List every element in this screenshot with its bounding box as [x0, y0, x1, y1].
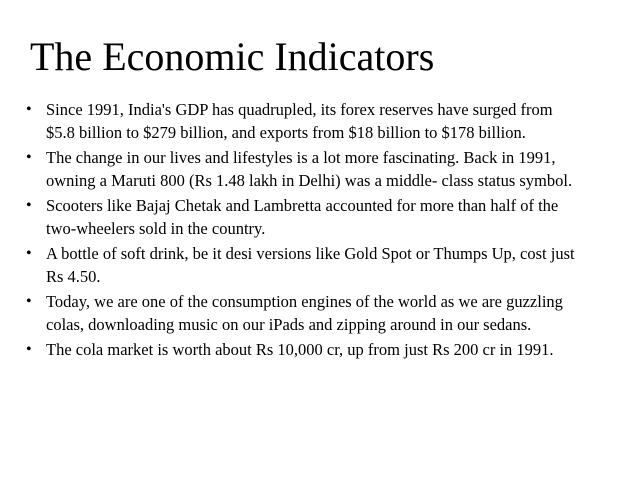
- bullet-text: Today, we are one of the consumption engines of the world as we are guzzling colas, downloading music on our iPads and zipping around in our sedans.: [46, 292, 563, 334]
- bullet-item: [25, 290, 585, 336]
- bullet-item: [25, 194, 585, 240]
- bullet-icon: •: [26, 149, 32, 166]
- bullet-icon: •: [26, 197, 32, 214]
- slide-title: The Economic Indicators: [30, 34, 435, 79]
- bullet-list: [25, 98, 585, 363]
- bullet-icon: •: [26, 101, 32, 118]
- bullet-text: Since 1991, India's GDP has quadrupled, its forex reserves have surged from $5.8 billion to $279 billion, and exports from $18 billion to $178 billion.: [46, 100, 553, 142]
- bullet-text: The change in our lives and lifestyles is a lot more fascinating. Back in 1991, owning a Maruti 800 (Rs 1.48 lakh in Delhi) was a middle- class status symbol.: [46, 148, 573, 190]
- bullet-item: [25, 242, 585, 288]
- bullet-text: The cola market is worth about Rs 10,000 cr, up from just Rs 200 cr in 1991.: [46, 340, 554, 359]
- bullet-item: [25, 146, 585, 192]
- bullet-icon: •: [26, 341, 32, 358]
- bullet-text: Scooters like Bajaj Chetak and Lambretta accounted for more than half of the two-wheelers sold in the country.: [46, 196, 559, 238]
- bullet-item: [25, 98, 585, 144]
- bullet-item: [25, 338, 585, 361]
- bullet-text: A bottle of soft drink, be it desi versions like Gold Spot or Thumps Up, cost just Rs 4.50.: [46, 244, 575, 286]
- bullet-icon: •: [26, 293, 32, 310]
- bullet-icon: •: [26, 245, 32, 262]
